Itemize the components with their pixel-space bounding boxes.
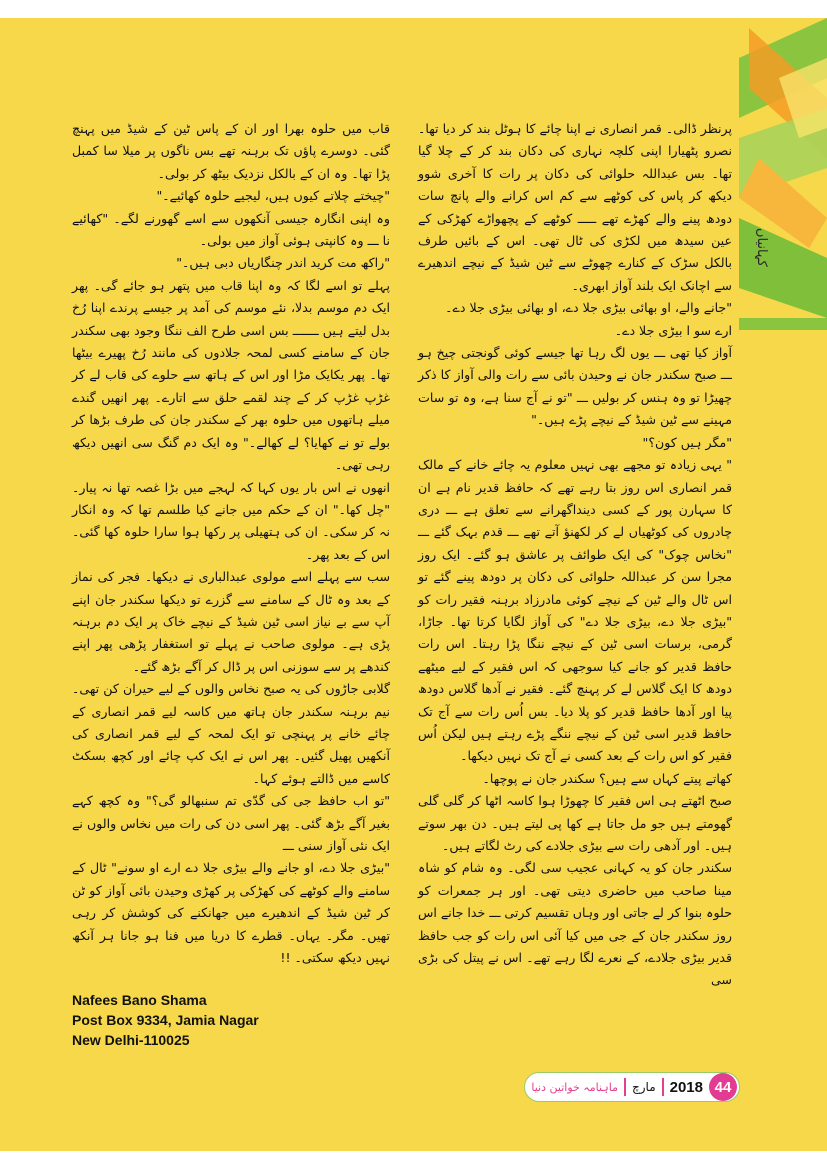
paragraph: گلابی جاڑوں کی یہ صبح نخاس والوں کے لیے حیران کن تھی۔ نیم برہنہ سکندر جان ہاتھ میں کاسہ لیے قمر انصاری کے چائے خانے پر پہنچی تو ایک لمحہ کے لیے قمر انصاری کی آنکھیں پھیل گئیں۔ پھر اس نے ایک کپ چائے اور کچھ بسکٹ کاسے میں ڈالتے ہوئے کہا۔ xyxy=(72,681,390,786)
issue-month: مارچ xyxy=(632,1080,656,1094)
text-column-right xyxy=(418,118,732,1070)
paragraph: "مگر ہیں کون؟" xyxy=(642,434,732,450)
paragraph: وہ اپنی انگارہ جیسی آنکھوں سے اسے گھورنے لگے۔ "کھائیے نا ـــ وہ کانپتی ہوئی آواز میں بولی۔ xyxy=(72,210,390,249)
page-number: 44 xyxy=(709,1073,737,1101)
author-name: Nafees Bano Shama xyxy=(72,992,207,1008)
paragraph: صبح اٹھتے ہی اس فقیر کا چھوڑا ہوا کاسہ اٹھا کر گلی گلی گھومتے ہیں جو مل جاتا ہے کھا پی لیتے ہیں۔ دن بھر سوتے ہیں۔ اور آدھی رات سے بیڑی جلادے کی رٹ لگاتے ہیں۔ xyxy=(418,793,732,853)
magazine-name: ماہنامہ خواتین دنیا xyxy=(531,1080,618,1094)
paragraph: کھاتے پیتے کہاں سے ہیں؟ سکندر جان نے پوچھا۔ xyxy=(482,770,732,786)
section-label: کہانیاں xyxy=(754,228,769,267)
paragraph: "راکھ مت کرید اندر چنگاریاں دبی ہیں۔" xyxy=(176,255,390,271)
paragraph: ارے سو ا بیڑی جلا دے۔ xyxy=(614,322,732,338)
corner-decoration xyxy=(739,18,827,330)
geometric-pattern-graphic xyxy=(739,18,827,330)
paragraph: "بیڑی جلا دے، او جانے والے بیڑی جلا دے ارے او سونے" ٹال کے سامنے والے کوٹھے کی کھڑکی پر کھڑی وحیدن بائی آواز کو ٹن کر ٹین شیڈ کے اندھیرے میں جھانکنے کی کوشش کر رہی تھیں۔ مگر۔ یہاں۔ قطرے کا دریا میں فنا ہو جانا ہر آنکھ نہیں دیکھ سکتی۔ !! xyxy=(72,860,390,966)
paragraph: پرنظر ڈالی۔ قمر انصاری نے اپنا چائے کا ہوٹل بند کر دیا تھا۔ نصرو پٹھیارا اپنی کلچہ نہاری کی دکان بند کر کے چلا گیا تھا۔ بس عبداللہ حلوائی کی دکان پر رات کا آخری شوو دیکھ کر پاس کی کوٹھے سے کم اس کرانے والے پانچ سات دودھ پینے والے کھڑے تھے ـــــ کوٹھے کے پچھواڑے کھڑکی کے عین سیدھ میں لکڑی کی ٹال تھی۔ اس کے بائیں طرف بالکل سڑک کے کنارے چھوٹے سے ٹین شیڈ کے نیچے اندھیرے سے اچانک ایک بلند آواز ابھری۔ xyxy=(418,121,732,293)
paragraph: سب سے پہلے اسے مولوی عبدالباری نے دیکھا۔ فجر کی نماز کے بعد وہ ٹال کے سامنے سے گزرے تو دیکھا سکندر جان اپنے آپ سے بے نیاز اسی ٹین شیڈ کے نیچے خاک پر ایک دم برہنہ پڑی ہے۔ مولوی صاحب نے پہلے تو استغفار پڑھی پھر اپنے کندھے پر سے سوزنی اس پر ڈال کر آگے بڑھ گئے۔ xyxy=(72,569,390,674)
footer-divider xyxy=(624,1078,626,1096)
issue-year: 2018 xyxy=(669,1078,703,1096)
paragraph: پہلے تو اسے لگا کہ وہ اپنا قاب میں پتھر ہو جائے گی۔ پھر ایک دم موسم بدلا، نئے موسم کی آمد پر جیسے پرندے اپنا رُخ بدل لیتے ہیں ـــــــ بس اسی طرح الف ننگا وجود بھی سکندر جان کے سامنے کسی لمحہ جلادوں کی مانند رُخ پھیرے بیٹھا تھا۔ پھر یکایک مڑا اور اس کے ہاتھ سے حلوے کی قاب لے کر غڑپ غڑپ کر کے چند لقمے حلق سے اتارے۔ پھر انھیں گندے میلے ہاتھوں میں حلوہ بھر کے سکندر جان کی طرف بڑھا کر بولے تو نے کھایا؟ لے کھالے۔" وہ ایک دم گنگ سی انھیں دیکھ رہی تھی۔ xyxy=(72,277,390,473)
paragraph: قاب میں حلوہ بھرا اور ان کے پاس ٹین کے شیڈ میں پہنچ گئی۔ دوسرے پاؤں تک برہنہ تھے بس ناگوں پر میلا سا کمبل پڑا تھا۔ وہ ان کے بالکل نزدیک بیٹھ کر بولی۔ xyxy=(72,121,390,181)
footer-divider xyxy=(662,1078,664,1096)
paragraph: آواز کیا تھی ـــ یوں لگ رہا تھا جیسے کوئی گونجتی چیخ ہو ـــ صبح سکندر جان نے وحیدن بائی سے رات والی آواز کا ذکر چھیڑا تو وہ ہنس کر بولیں ـــ "تو نے آج سنا ہے، وہ تو سات مہینے سے ٹین شیڈ کے نیچے پڑے ہیں۔" xyxy=(418,345,732,428)
paragraph: "جانے والے، او بھائی بیڑی جلا دے، او بھائی بیڑی جلا دے۔ xyxy=(445,300,732,316)
page-footer xyxy=(524,1072,740,1102)
paragraph: انھوں نے اس بار یوں کہا کہ لہجے میں بڑا غصہ تھا نہ پیار۔ "چل کھا۔" ان کے حکم میں جانے کیا طلسم تھا کہ وہ انکار نہ کر سکی۔ ان کی ہتھیلی پر رکھا ہوا سارا حلوہ کھا گئی۔ اس کے بعد پھر۔ xyxy=(72,479,390,562)
paragraph: " یہی زیادہ تو مجھے بھی نہیں معلوم یہ چائے خانے کے مالک قمر انصاری اس روز بتا رہے تھے کہ حافظ قدیر نام ہے ان کا سہارن پور کے کسی دینداگھرانے سے تعلق ہے ـــ دری چادروں کی کوٹھیاں لے کر لکھنؤ آتے تھے ـــ قدم بہک گئے ـــ "نخاس چوک" کی ایک طوائف پر عاشق ہو گئے۔ ایک روز مجرا سن کر عبداللہ حلوائی کی دکان پر دودھ پینے گئے تو اس ٹال والے ٹین کے نیچے کوئی مادرزاد برہنہ فقیر رات کو "بیڑی جلا دے، بیڑی جلا دے" کی آواز لگایا کرتا تھا۔ جاڑا، گرمی، برسات اسی ٹین کے نیچے ننگا پڑا رہتا۔ اس رات حافظ قدیر کو جانے کیا سوجھی کہ اس فقیر کے لیے میٹھے دودھ کا ایک گلاس لے کر پہنچ گئے۔ فقیر نے آدھا گلاس دودھ پیا اور آدھا حافظ قدیر کو پلا دیا۔ بس اُس رات سے آج تک حافظ قدیر اسی ٹین کے نیچے ننگے پڑے رہتے ہیں لیکن اُس فقیر کو اس رات کے بعد کسی نے آج تک نہیں دیکھا۔ xyxy=(418,457,732,764)
author-signature xyxy=(72,990,392,1050)
paragraph: سکندر جان کو یہ کہانی عجیب سی لگی۔ وہ شام کو شاہ مینا صاحب میں حاضری دیتی تھی۔ اور ہر جمعرات کو حلوہ بنوا کر لے جاتی اور وہاں تقسیم کرتی ـــ خدا جانے اس روز سکندر جان کے جی میں کیا آئی اس رات کو جب حافظ قدیر بیڑی جلادے، کے نعرے لگا رہے تھے۔ اس نے پیتل کی بڑی سی xyxy=(418,860,732,988)
magazine-page xyxy=(0,18,827,1151)
author-address-line-1: Post Box 9334, Jamia Nagar xyxy=(72,1012,259,1028)
paragraph: "چیختے چلاتے کیوں ہیں، لیجیے حلوہ کھائیے۔" xyxy=(156,188,390,204)
text-column-left xyxy=(72,118,390,980)
paragraph: "تو اب حافظ جی کی گدّی تم سنبھالو گی؟" وہ کچھ کہے بغیر آگے بڑھ گئی۔ پھر اسی دن کی رات میں نخاس والوں نے ایک نئی آواز سنی ـــ xyxy=(72,793,390,853)
author-address-line-2: New Delhi-110025 xyxy=(72,1032,190,1048)
